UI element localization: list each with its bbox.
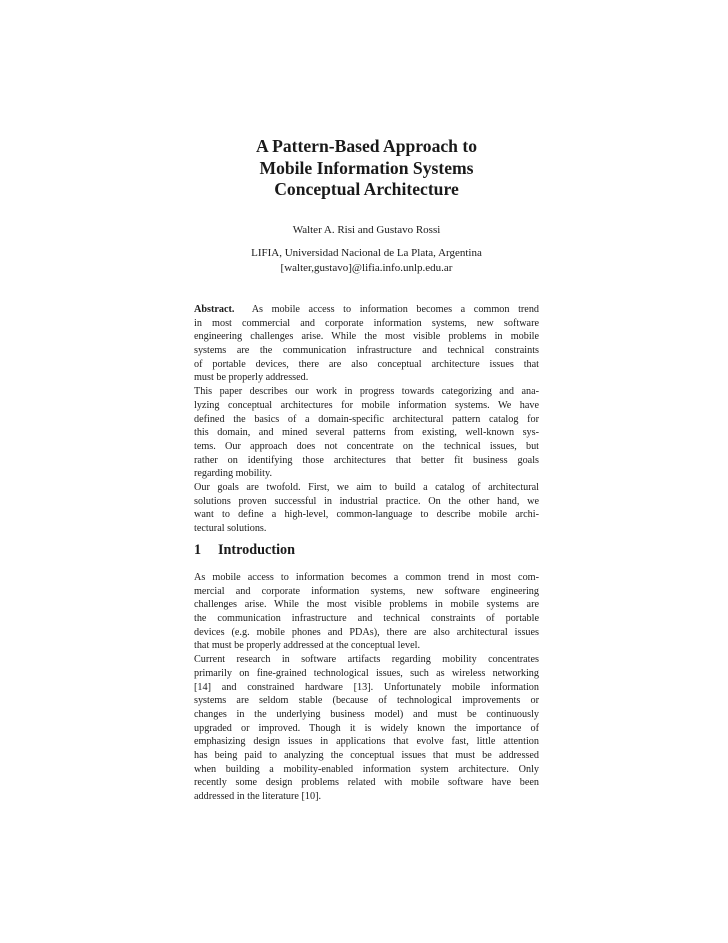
abstract-line: solutions proven successful in industrial practice. On the other hand, we xyxy=(194,495,539,507)
paper-title xyxy=(194,136,539,201)
abstract-line: of portable devices, there are also conceptual architecture issues that xyxy=(194,358,539,370)
body-line: systems are seldom stable (because of technological improvements or xyxy=(194,695,539,707)
abstract-first-line: As mobile access to information becomes a common trend xyxy=(251,304,539,315)
abstract-line: engineering challenges arise. While the most visible problems in mobile xyxy=(194,331,539,343)
body-line: As mobile access to information becomes a common trend in most com- xyxy=(194,572,539,583)
body-line: that must be properly addressed at the conceptual level. xyxy=(194,640,421,652)
abstract-line xyxy=(194,303,539,317)
body-line: mercial and corporate information systems, new software engineering xyxy=(194,585,539,597)
abstract-line: must be properly addressed. xyxy=(194,372,309,384)
body-line: changes in the underlying business model) and must be continuously xyxy=(194,708,539,720)
abstract-line: tems. Our approach does not concentrate on the technical issues, but xyxy=(194,440,539,452)
section-heading-introduction xyxy=(194,542,295,559)
paper-affiliation xyxy=(194,246,539,276)
title-line: A Pattern-Based Approach to xyxy=(255,136,478,156)
section-title: Introduction xyxy=(218,542,295,558)
abstract xyxy=(194,303,539,536)
abstract-line: tectural solutions. xyxy=(194,523,267,534)
abstract-line: regarding mobility. xyxy=(194,468,272,480)
abstract-line: rather on identifying those architectures that better fit business goals xyxy=(194,454,539,466)
body-line: Current research in software artifacts regarding mobility concentrates xyxy=(194,654,539,666)
body-line: [14] and constrained hardware [13]. Unfortunately mobile information xyxy=(194,681,539,693)
body-line: upgraded or improved. Though it is widely known the importance of xyxy=(194,722,539,734)
introduction-body xyxy=(194,571,539,804)
body-line: when building a mobility-enabled information system architecture. Only xyxy=(194,763,539,775)
abstract-line: defined the basics of a domain-specific architectural pattern catalog for xyxy=(194,413,539,425)
title-line: Conceptual Architecture xyxy=(274,179,459,199)
body-line: primarily on fine-grained technological issues, such as wireless networking xyxy=(194,667,539,679)
body-line: addressed in the literature [10]. xyxy=(194,791,322,802)
body-line: emphasizing design issues in applications that evolve fast, little attention xyxy=(194,736,539,748)
body-line: the communication infrastructure and technical constraints of portable xyxy=(194,613,539,625)
body-line: recently some design problems related with mobile software have been xyxy=(194,777,539,789)
abstract-line: this domain, and mined several patterns from existing, well-known sys- xyxy=(194,427,539,439)
abstract-line: This paper describes our work in progress towards categorizing and ana- xyxy=(194,386,539,398)
abstract-line: Our goals are twofold. First, we aim to build a catalog of architectural xyxy=(194,481,539,493)
title-line: Mobile Information Systems xyxy=(259,157,474,178)
email-line: [walter,gustavo]@lifia.info.unlp.edu.ar xyxy=(280,262,453,274)
affiliation-line: LIFIA, Universidad Nacional de La Plata, Argentina xyxy=(251,247,482,259)
abstract-line: want to define a high-level, common-language to describe mobile archi- xyxy=(194,509,539,521)
abstract-label: Abstract. xyxy=(194,304,235,315)
body-line: has being paid to analyzing the conceptual issues that must be addressed xyxy=(194,749,539,761)
body-line: devices (e.g. mobile phones and PDAs), there are also architectural issues xyxy=(194,626,539,638)
section-number: 1 xyxy=(194,542,202,558)
body-line: challenges arise. While the most visible problems in mobile systems are xyxy=(194,599,539,611)
abstract-line: lyzing conceptual architectures for mobile information systems. We have xyxy=(194,399,539,411)
abstract-line: systems are the communication infrastructure and technical constraints xyxy=(194,345,539,357)
abstract-line: in most commercial and corporate information systems, new software xyxy=(194,317,539,329)
paper-authors: Walter A. Risi and Gustavo Rossi xyxy=(292,224,441,236)
